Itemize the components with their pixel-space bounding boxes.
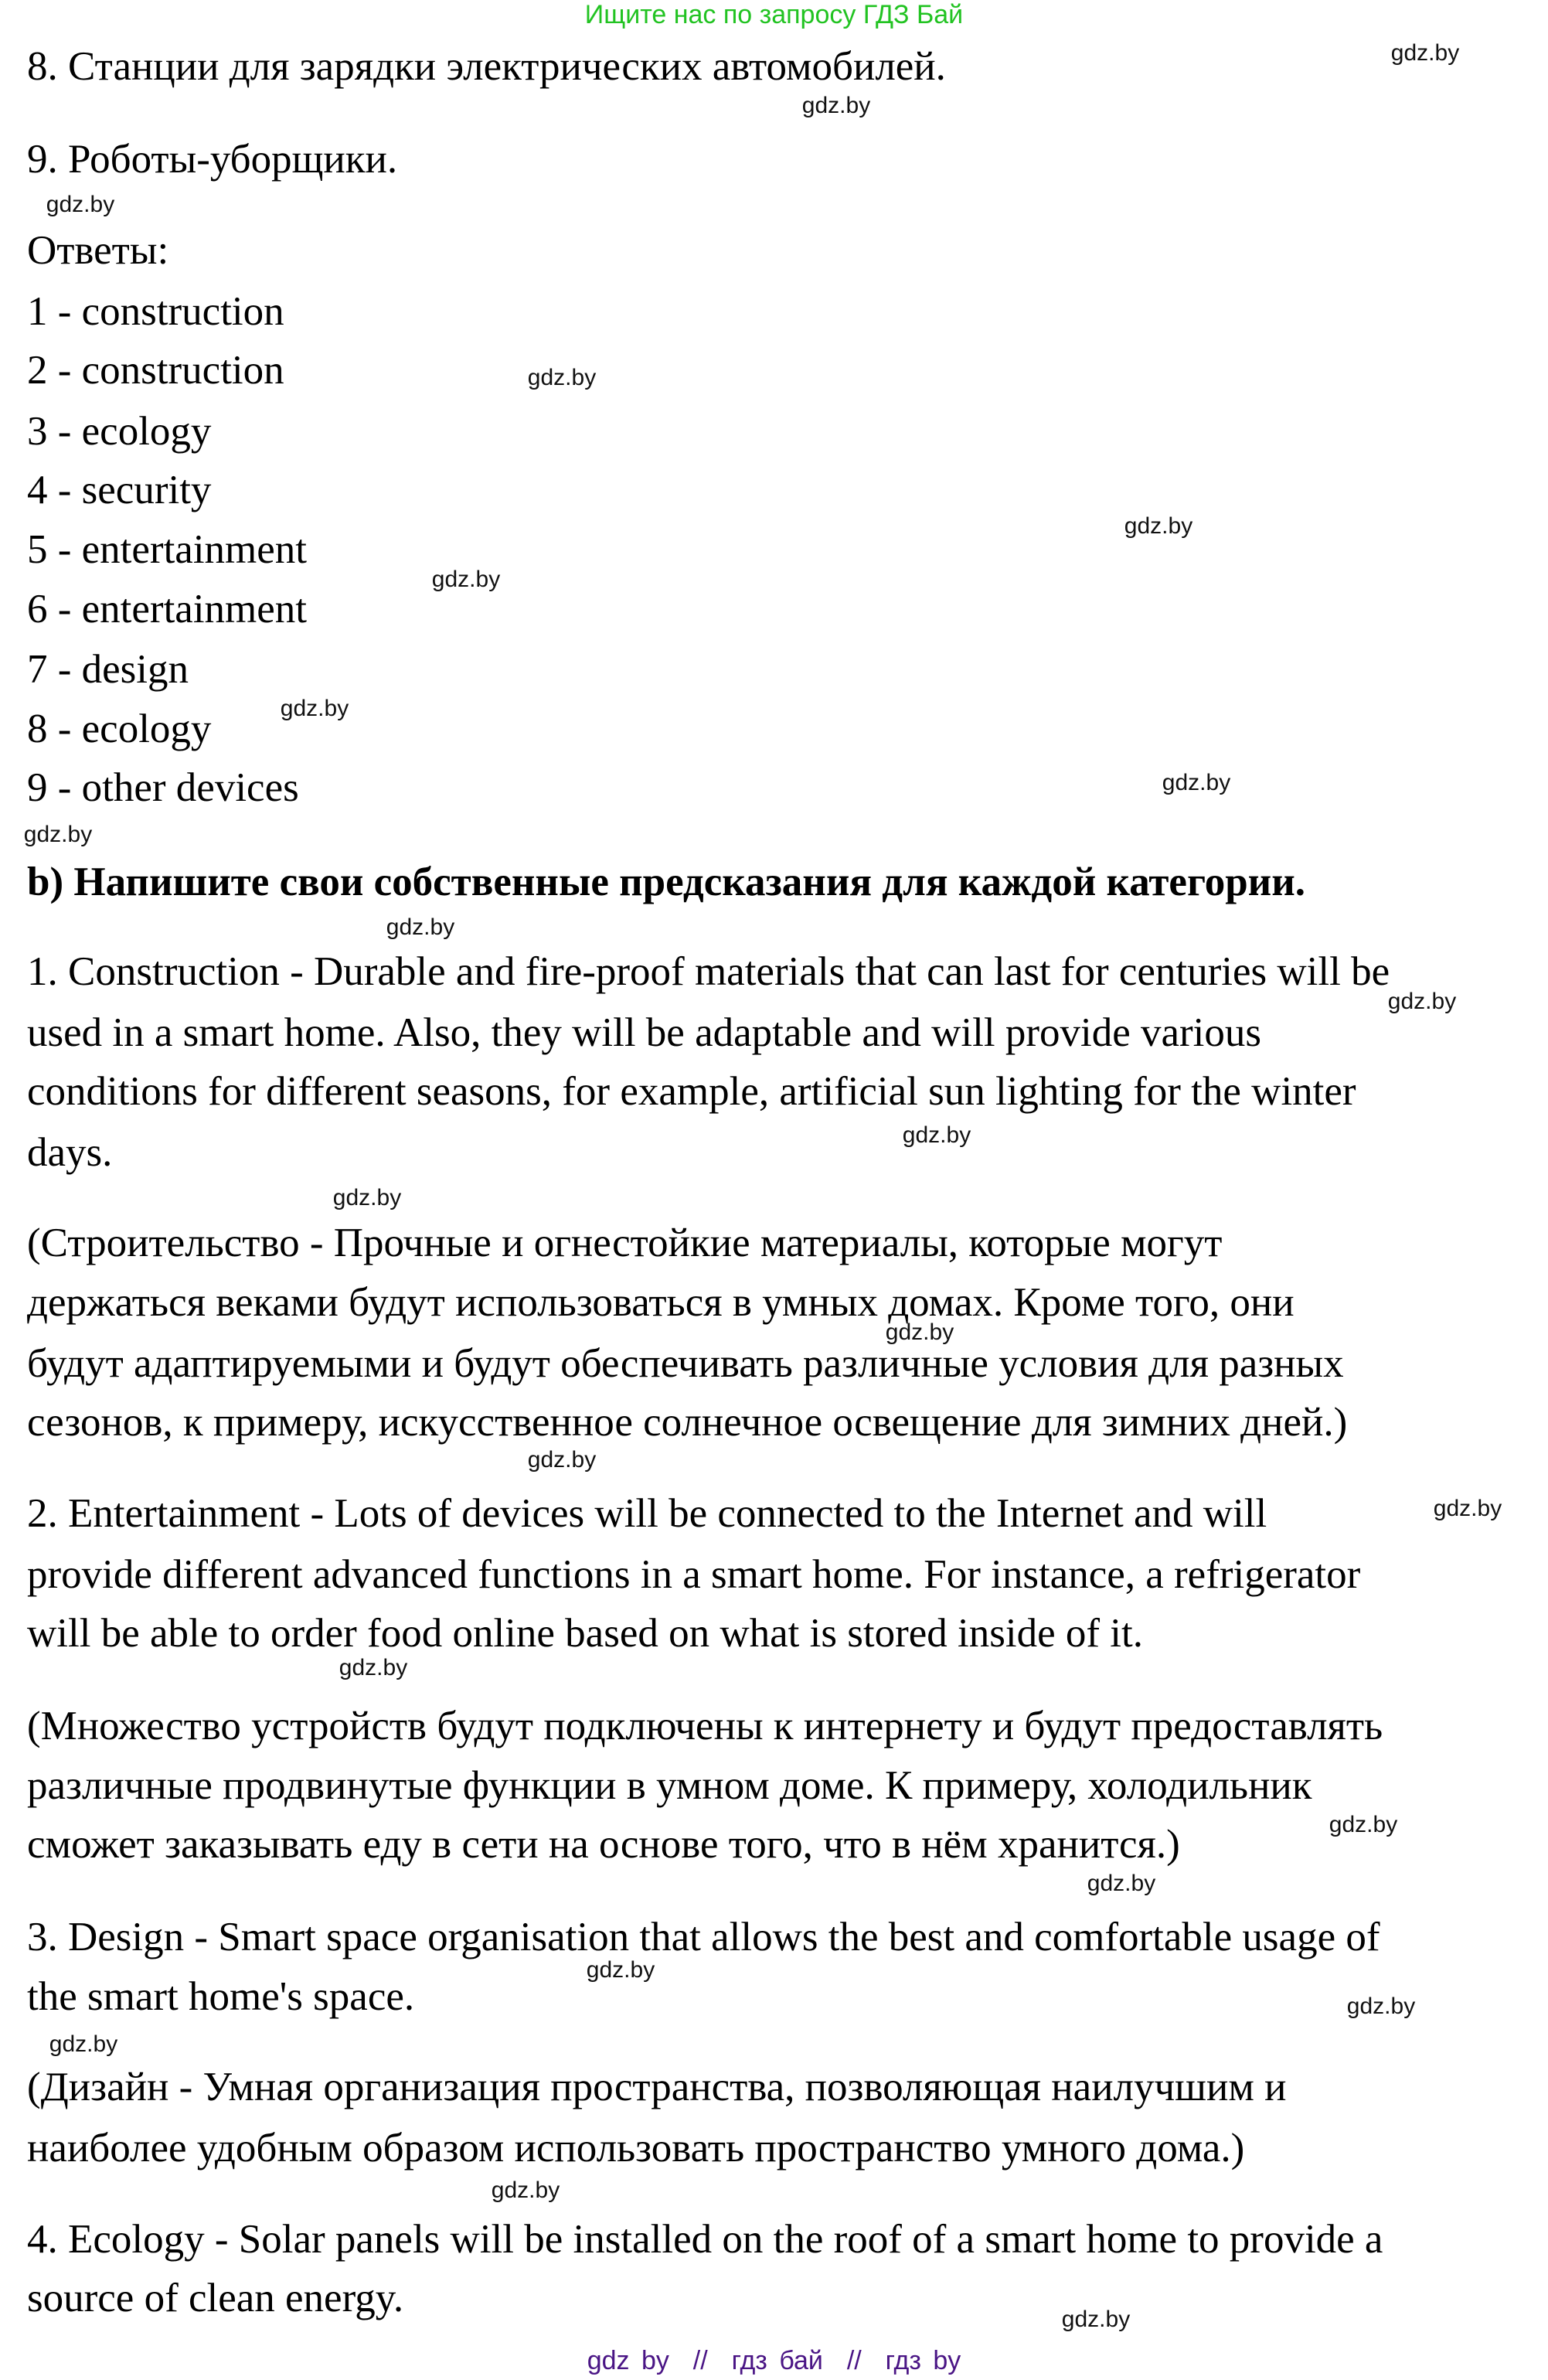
paragraph-construction-en-line-3: conditions for different seasons, for example, artificial sun lighting for the winter: [27, 1069, 1356, 1114]
watermark: gdz.by: [586, 1957, 655, 1983]
watermark: gdz.by: [1162, 770, 1231, 795]
paragraph-ecology-en-line-2: source of clean energy.: [27, 2276, 404, 2320]
watermark: gdz.by: [332, 1185, 402, 1210]
answer-item-9: 9 - other devices: [27, 765, 299, 810]
paragraph-ecology-en-line-1: 4. Ecology - Solar panels will be installed on the roof of a smart home to provide a: [27, 2217, 1383, 2262]
watermark: gdz.by: [1329, 1812, 1398, 1837]
answer-item-2: 2 - construction: [27, 348, 284, 393]
paragraph-design-ru-line-1: (Дизайн - Умная организация пространства, позволяющая наилучшим и: [27, 2065, 1287, 2109]
watermark: gdz.by: [902, 1122, 971, 1148]
watermark: gdz.by: [1433, 1496, 1502, 1521]
watermark: gdz.by: [1346, 1994, 1416, 2019]
paragraph-entertainment-en-line-3: will be able to order food online based on what is stored inside of it.: [27, 1611, 1143, 1656]
watermark: gdz.by: [527, 1447, 597, 1473]
answer-item-3: 3 - ecology: [27, 409, 212, 454]
watermark: gdz.by: [885, 1319, 954, 1345]
site-footer-links: gdz by // гдз бай // гдз by: [587, 2346, 961, 2375]
paragraph-entertainment-en-line-1: 2. Entertainment - Lots of devices will be connected to the Internet and will: [27, 1491, 1267, 1536]
watermark: gdz.by: [1124, 513, 1193, 539]
answer-item-5: 5 - entertainment: [27, 527, 308, 572]
answers-title: Ответы:: [27, 228, 169, 273]
answer-item-7: 7 - design: [27, 647, 189, 692]
paragraph-construction-ru-line-3: будут адаптируемыми и будут обеспечивать различные условия для разных: [27, 1341, 1344, 1386]
watermark: gdz.by: [339, 1655, 408, 1680]
answer-item-8: 8 - ecology: [27, 707, 212, 751]
paragraph-construction-en-line-1: 1. Construction - Durable and fire-proof materials that can last for centuries will be: [27, 949, 1390, 994]
paragraph-design-ru-line-2: наиболее удобным образом использовать пространство умного дома.): [27, 2126, 1245, 2171]
task-a-item-8: 8. Станции для зарядки электрических автомобилей.: [27, 44, 946, 89]
answer-item-6: 6 - entertainment: [27, 587, 308, 632]
watermark: gdz.by: [23, 822, 93, 847]
paragraph-construction-en-line-4: days.: [27, 1130, 113, 1175]
watermark: gdz.by: [1390, 40, 1460, 66]
paragraph-entertainment-en-line-2: provide different advanced functions in a smart home. For instance, a refrigerator: [27, 1552, 1361, 1597]
watermark: gdz.by: [1061, 2307, 1131, 2332]
paragraph-construction-ru-line-4: сезонов, к примеру, искусственное солнечное освещение для зимних дней.): [27, 1400, 1348, 1445]
watermark: gdz.by: [46, 192, 115, 217]
watermark: gdz.by: [527, 365, 597, 390]
watermark: gdz.by: [1387, 989, 1457, 1014]
paragraph-design-en-line-1: 3. Design - Smart space organisation that allows the best and comfortable usage of: [27, 1915, 1380, 1959]
watermark: gdz.by: [1087, 1871, 1156, 1896]
paragraph-entertainment-ru-line-3: сможет заказывать еду в сети на основе того, что в нём хранится.): [27, 1822, 1180, 1867]
watermark: gdz.by: [280, 696, 349, 721]
task-a-item-9: 9. Роботы-уборщики.: [27, 137, 398, 182]
paragraph-entertainment-ru-line-1: (Множество устройств будут подключены к интернету и будут предоставлять: [27, 1704, 1383, 1748]
paragraph-entertainment-ru-line-2: различные продвинутые функции в умном доме. К примеру, холодильник: [27, 1763, 1312, 1808]
watermark: gdz.by: [386, 914, 455, 940]
answer-item-1: 1 - construction: [27, 289, 284, 334]
site-search-banner: Ищите нас по запросу ГДЗ Бай: [584, 0, 964, 29]
paragraph-design-en-line-2: the smart home's space.: [27, 1974, 415, 2019]
watermark: gdz.by: [431, 567, 501, 592]
watermark: gdz.by: [49, 2031, 118, 2057]
watermark: gdz.by: [491, 2177, 560, 2203]
answer-item-4: 4 - security: [27, 468, 212, 512]
paragraph-construction-ru-line-1: (Строительство - Прочные и огнестойкие материалы, которые могут: [27, 1221, 1223, 1265]
watermark: gdz.by: [801, 93, 871, 118]
paragraph-construction-en-line-2: used in a smart home. Also, they will be adaptable and will provide various: [27, 1010, 1262, 1055]
paragraph-construction-ru-line-2: держаться веками будут использоваться в умных домах. Кроме того, они: [27, 1280, 1295, 1325]
task-b-heading: b) Напишите свои собственные предсказания для каждой категории.: [27, 860, 1305, 904]
